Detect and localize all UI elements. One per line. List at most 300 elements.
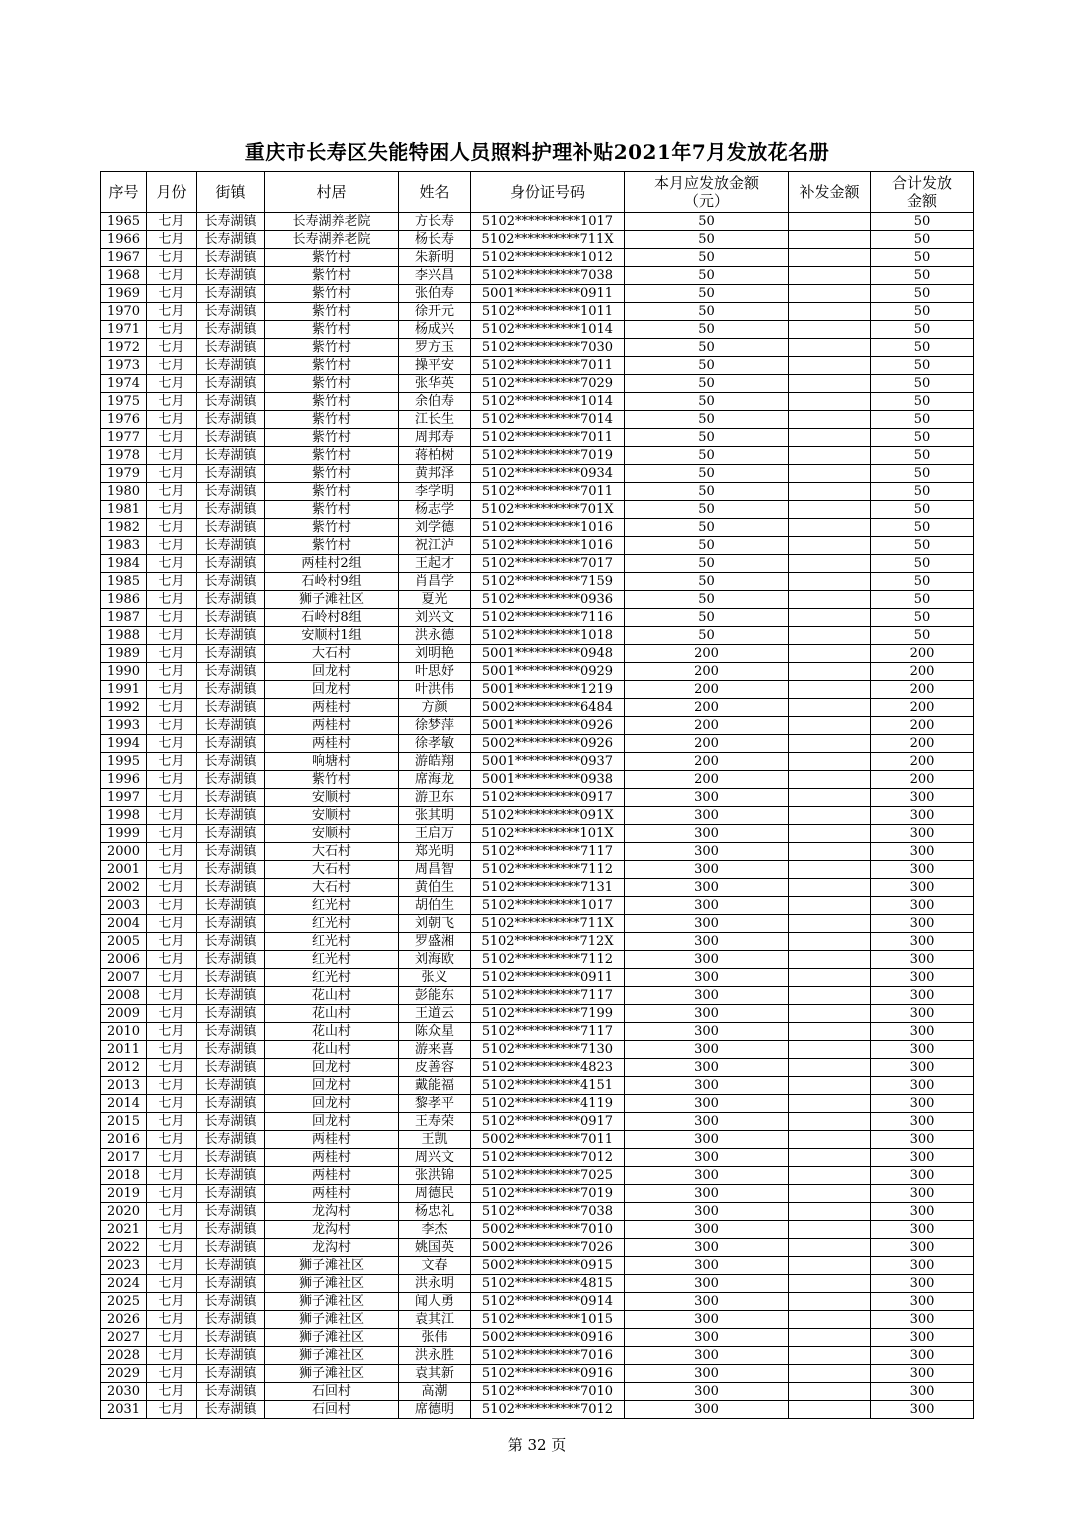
cell-total-amount: 300 [871, 1293, 974, 1311]
cell-name: 朱新明 [399, 249, 471, 267]
cell-monthly-amount: 200 [625, 735, 789, 753]
cell-index: 1976 [101, 411, 147, 429]
cell-month: 七月 [147, 321, 197, 339]
cell-total-amount: 50 [871, 411, 974, 429]
cell-supplement-amount [789, 1023, 871, 1041]
table-row [101, 1149, 974, 1167]
cell-supplement-amount [789, 753, 871, 771]
table-row [101, 573, 974, 591]
cell-index: 1979 [101, 465, 147, 483]
table-row [101, 429, 974, 447]
table-row [101, 915, 974, 933]
cell-id-number: 5102**********4823 [471, 1059, 625, 1077]
cell-month: 七月 [147, 1365, 197, 1383]
cell-village: 狮子滩社区 [265, 1311, 399, 1329]
cell-supplement-amount [789, 501, 871, 519]
cell-total-amount: 300 [871, 915, 974, 933]
cell-id-number: 5102**********1016 [471, 537, 625, 555]
cell-supplement-amount [789, 627, 871, 645]
cell-name: 夏光 [399, 591, 471, 609]
cell-supplement-amount [789, 375, 871, 393]
cell-total-amount: 300 [871, 861, 974, 879]
cell-town: 长寿湖镇 [197, 447, 265, 465]
cell-id-number: 5002**********7010 [471, 1221, 625, 1239]
cell-month: 七月 [147, 537, 197, 555]
cell-town: 长寿湖镇 [197, 1293, 265, 1311]
cell-id-number: 5102**********7011 [471, 357, 625, 375]
cell-total-amount: 300 [871, 933, 974, 951]
cell-monthly-amount: 50 [625, 465, 789, 483]
cell-month: 七月 [147, 1383, 197, 1401]
cell-month: 七月 [147, 393, 197, 411]
cell-total-amount: 50 [871, 609, 974, 627]
cell-monthly-amount: 300 [625, 1221, 789, 1239]
cell-village: 紫竹村 [265, 483, 399, 501]
cell-month: 七月 [147, 663, 197, 681]
cell-supplement-amount [789, 1077, 871, 1095]
cell-total-amount: 200 [871, 771, 974, 789]
cell-monthly-amount: 50 [625, 573, 789, 591]
cell-town: 长寿湖镇 [197, 897, 265, 915]
cell-total-amount: 50 [871, 393, 974, 411]
table-row [101, 1167, 974, 1185]
cell-village: 回龙村 [265, 663, 399, 681]
cell-id-number: 5102**********711X [471, 231, 625, 249]
cell-total-amount: 300 [871, 1023, 974, 1041]
cell-total-amount: 300 [871, 789, 974, 807]
cell-month: 七月 [147, 1401, 197, 1419]
cell-town: 长寿湖镇 [197, 807, 265, 825]
cell-name: 张华英 [399, 375, 471, 393]
table-row [101, 375, 974, 393]
cell-village: 紫竹村 [265, 411, 399, 429]
cell-monthly-amount: 300 [625, 807, 789, 825]
cell-town: 长寿湖镇 [197, 987, 265, 1005]
table-row [101, 1095, 974, 1113]
cell-id-number: 5102**********0914 [471, 1293, 625, 1311]
cell-village: 两桂村 [265, 1149, 399, 1167]
cell-index: 1991 [101, 681, 147, 699]
cell-total-amount: 200 [871, 645, 974, 663]
cell-id-number: 5102**********1014 [471, 321, 625, 339]
cell-village: 龙沟村 [265, 1221, 399, 1239]
cell-monthly-amount: 50 [625, 303, 789, 321]
cell-month: 七月 [147, 807, 197, 825]
cell-village: 紫竹村 [265, 339, 399, 357]
cell-month: 七月 [147, 969, 197, 987]
cell-id-number: 5102**********7117 [471, 1023, 625, 1041]
cell-name: 罗方玉 [399, 339, 471, 357]
cell-monthly-amount: 200 [625, 699, 789, 717]
page-number: 第 32 页 [507, 1436, 567, 1454]
cell-index: 2019 [101, 1185, 147, 1203]
cell-id-number: 5102**********7012 [471, 1149, 625, 1167]
cell-supplement-amount [789, 429, 871, 447]
cell-index: 2008 [101, 987, 147, 1005]
table-row [101, 1239, 974, 1257]
cell-month: 七月 [147, 1095, 197, 1113]
cell-name: 杨忠礼 [399, 1203, 471, 1221]
cell-name: 李学明 [399, 483, 471, 501]
cell-monthly-amount: 300 [625, 1095, 789, 1113]
cell-total-amount: 50 [871, 627, 974, 645]
cell-index: 1965 [101, 213, 147, 231]
table-row [101, 537, 974, 555]
cell-name: 李杰 [399, 1221, 471, 1239]
cell-month: 七月 [147, 843, 197, 861]
cell-monthly-amount: 300 [625, 1167, 789, 1185]
cell-id-number: 5102**********7199 [471, 1005, 625, 1023]
table-row [101, 1041, 974, 1059]
cell-month: 七月 [147, 213, 197, 231]
cell-name: 刘兴文 [399, 609, 471, 627]
cell-id-number: 5102**********7011 [471, 483, 625, 501]
cell-town: 长寿湖镇 [197, 681, 265, 699]
table-row [101, 1131, 974, 1149]
cell-monthly-amount: 300 [625, 1131, 789, 1149]
cell-total-amount: 300 [871, 825, 974, 843]
cell-monthly-amount: 300 [625, 1257, 789, 1275]
table-row [101, 231, 974, 249]
cell-name: 皮善容 [399, 1059, 471, 1077]
cell-index: 1989 [101, 645, 147, 663]
cell-supplement-amount [789, 321, 871, 339]
cell-id-number: 5102**********711X [471, 915, 625, 933]
cell-month: 七月 [147, 1239, 197, 1257]
cell-month: 七月 [147, 879, 197, 897]
cell-village: 回龙村 [265, 681, 399, 699]
cell-monthly-amount: 200 [625, 717, 789, 735]
cell-total-amount: 300 [871, 969, 974, 987]
cell-id-number: 5102**********1011 [471, 303, 625, 321]
cell-supplement-amount [789, 1239, 871, 1257]
cell-town: 长寿湖镇 [197, 249, 265, 267]
cell-monthly-amount: 50 [625, 375, 789, 393]
cell-town: 长寿湖镇 [197, 753, 265, 771]
cell-index: 1978 [101, 447, 147, 465]
cell-monthly-amount: 50 [625, 213, 789, 231]
table-row [101, 1059, 974, 1077]
cell-month: 七月 [147, 861, 197, 879]
cell-town: 长寿湖镇 [197, 267, 265, 285]
cell-town: 长寿湖镇 [197, 1221, 265, 1239]
cell-total-amount: 200 [871, 681, 974, 699]
cell-supplement-amount [789, 735, 871, 753]
table-row [101, 1077, 974, 1095]
cell-index: 1967 [101, 249, 147, 267]
cell-town: 长寿湖镇 [197, 951, 265, 969]
cell-name: 刘学德 [399, 519, 471, 537]
cell-supplement-amount [789, 465, 871, 483]
cell-index: 2004 [101, 915, 147, 933]
cell-supplement-amount [789, 969, 871, 987]
cell-name: 黄伯生 [399, 879, 471, 897]
cell-town: 长寿湖镇 [197, 285, 265, 303]
table-row [101, 501, 974, 519]
cell-total-amount: 50 [871, 537, 974, 555]
cell-id-number: 5102**********7019 [471, 447, 625, 465]
cell-monthly-amount: 50 [625, 285, 789, 303]
cell-id-number: 5102**********101X [471, 825, 625, 843]
cell-total-amount: 300 [871, 1401, 974, 1419]
cell-village: 红光村 [265, 951, 399, 969]
cell-supplement-amount [789, 447, 871, 465]
cell-village: 两桂村 [265, 1185, 399, 1203]
cell-id-number: 5102**********7012 [471, 1401, 625, 1419]
cell-total-amount: 50 [871, 555, 974, 573]
cell-monthly-amount: 300 [625, 969, 789, 987]
cell-town: 长寿湖镇 [197, 1041, 265, 1059]
cell-village: 红光村 [265, 933, 399, 951]
cell-total-amount: 300 [871, 843, 974, 861]
cell-name: 张义 [399, 969, 471, 987]
cell-monthly-amount: 300 [625, 1311, 789, 1329]
cell-monthly-amount: 300 [625, 1185, 789, 1203]
cell-id-number: 5102**********091X [471, 807, 625, 825]
cell-total-amount: 300 [871, 1347, 974, 1365]
cell-index: 1969 [101, 285, 147, 303]
cell-id-number: 5102**********712X [471, 933, 625, 951]
cell-id-number: 5102**********4151 [471, 1077, 625, 1095]
cell-supplement-amount [789, 1293, 871, 1311]
cell-index: 1996 [101, 771, 147, 789]
cell-index: 2007 [101, 969, 147, 987]
cell-monthly-amount: 200 [625, 645, 789, 663]
cell-index: 2021 [101, 1221, 147, 1239]
col-header-month: 月份 [147, 172, 197, 213]
cell-id-number: 5102**********1016 [471, 519, 625, 537]
cell-total-amount: 50 [871, 213, 974, 231]
cell-supplement-amount [789, 1005, 871, 1023]
cell-total-amount: 200 [871, 717, 974, 735]
cell-supplement-amount [789, 1365, 871, 1383]
cell-name: 周昌智 [399, 861, 471, 879]
cell-month: 七月 [147, 591, 197, 609]
cell-monthly-amount: 300 [625, 1005, 789, 1023]
cell-month: 七月 [147, 1275, 197, 1293]
cell-name: 王凯 [399, 1131, 471, 1149]
cell-supplement-amount [789, 897, 871, 915]
cell-total-amount: 300 [871, 1311, 974, 1329]
cell-village: 狮子滩社区 [265, 1293, 399, 1311]
cell-supplement-amount [789, 483, 871, 501]
cell-month: 七月 [147, 717, 197, 735]
cell-name: 黎孝平 [399, 1095, 471, 1113]
cell-village: 回龙村 [265, 1077, 399, 1095]
cell-village: 狮子滩社区 [265, 1257, 399, 1275]
cell-index: 1998 [101, 807, 147, 825]
cell-town: 长寿湖镇 [197, 645, 265, 663]
cell-village: 回龙村 [265, 1113, 399, 1131]
cell-index: 2005 [101, 933, 147, 951]
table-row [101, 717, 974, 735]
cell-monthly-amount: 300 [625, 1383, 789, 1401]
cell-index: 1971 [101, 321, 147, 339]
table-row [101, 249, 974, 267]
cell-village: 两桂村2组 [265, 555, 399, 573]
cell-town: 长寿湖镇 [197, 1365, 265, 1383]
cell-village: 紫竹村 [265, 501, 399, 519]
cell-id-number: 5102**********0917 [471, 1113, 625, 1131]
table-row [101, 483, 974, 501]
cell-total-amount: 50 [871, 339, 974, 357]
table-row [101, 843, 974, 861]
cell-town: 长寿湖镇 [197, 1059, 265, 1077]
cell-monthly-amount: 300 [625, 897, 789, 915]
cell-name: 张伯寿 [399, 285, 471, 303]
cell-id-number: 5102**********1014 [471, 393, 625, 411]
cell-village: 回龙村 [265, 1095, 399, 1113]
cell-month: 七月 [147, 447, 197, 465]
cell-monthly-amount: 50 [625, 267, 789, 285]
cell-village: 狮子滩社区 [265, 1365, 399, 1383]
cell-name: 席海龙 [399, 771, 471, 789]
cell-total-amount: 50 [871, 483, 974, 501]
cell-supplement-amount [789, 573, 871, 591]
cell-supplement-amount [789, 1275, 871, 1293]
cell-monthly-amount: 300 [625, 843, 789, 861]
cell-supplement-amount [789, 303, 871, 321]
cell-village: 响塘村 [265, 753, 399, 771]
cell-monthly-amount: 50 [625, 627, 789, 645]
table-row [101, 357, 974, 375]
cell-name: 王寿荣 [399, 1113, 471, 1131]
cell-town: 长寿湖镇 [197, 915, 265, 933]
cell-supplement-amount [789, 357, 871, 375]
table-row [101, 969, 974, 987]
cell-total-amount: 50 [871, 303, 974, 321]
cell-id-number: 5102**********0936 [471, 591, 625, 609]
table-row [101, 1311, 974, 1329]
cell-monthly-amount: 300 [625, 825, 789, 843]
cell-index: 2017 [101, 1149, 147, 1167]
cell-name: 刘明艳 [399, 645, 471, 663]
cell-index: 1995 [101, 753, 147, 771]
cell-monthly-amount: 200 [625, 663, 789, 681]
cell-village: 红光村 [265, 897, 399, 915]
cell-village: 紫竹村 [265, 429, 399, 447]
cell-id-number: 5102**********7117 [471, 843, 625, 861]
cell-total-amount: 200 [871, 699, 974, 717]
cell-town: 长寿湖镇 [197, 393, 265, 411]
cell-name: 袁其江 [399, 1311, 471, 1329]
cell-name: 洪永德 [399, 627, 471, 645]
cell-index: 1984 [101, 555, 147, 573]
cell-id-number: 5102**********7010 [471, 1383, 625, 1401]
cell-village: 红光村 [265, 969, 399, 987]
cell-monthly-amount: 300 [625, 879, 789, 897]
cell-supplement-amount [789, 1185, 871, 1203]
cell-town: 长寿湖镇 [197, 1311, 265, 1329]
cell-town: 长寿湖镇 [197, 573, 265, 591]
cell-index: 2031 [101, 1401, 147, 1419]
cell-village: 红光村 [265, 915, 399, 933]
cell-total-amount: 300 [871, 1365, 974, 1383]
cell-town: 长寿湖镇 [197, 1347, 265, 1365]
cell-id-number: 5002**********0926 [471, 735, 625, 753]
cell-index: 2012 [101, 1059, 147, 1077]
cell-supplement-amount [789, 807, 871, 825]
cell-monthly-amount: 300 [625, 1239, 789, 1257]
cell-name: 徐孝敏 [399, 735, 471, 753]
cell-supplement-amount [789, 879, 871, 897]
table-row [101, 1005, 974, 1023]
cell-village: 狮子滩社区 [265, 1347, 399, 1365]
cell-monthly-amount: 300 [625, 1113, 789, 1131]
cell-town: 长寿湖镇 [197, 717, 265, 735]
cell-total-amount: 50 [871, 519, 974, 537]
table-row [101, 267, 974, 285]
cell-name: 戴能福 [399, 1077, 471, 1095]
cell-monthly-amount: 50 [625, 555, 789, 573]
cell-name: 刘海欧 [399, 951, 471, 969]
table-row [101, 303, 974, 321]
cell-village: 长寿湖养老院 [265, 231, 399, 249]
cell-town: 长寿湖镇 [197, 339, 265, 357]
cell-index: 2002 [101, 879, 147, 897]
cell-index: 2023 [101, 1257, 147, 1275]
cell-month: 七月 [147, 1347, 197, 1365]
cell-month: 七月 [147, 1113, 197, 1131]
cell-index: 1987 [101, 609, 147, 627]
cell-index: 1982 [101, 519, 147, 537]
cell-town: 长寿湖镇 [197, 429, 265, 447]
cell-id-number: 5001**********0911 [471, 285, 625, 303]
cell-index: 2011 [101, 1041, 147, 1059]
cell-index: 2030 [101, 1383, 147, 1401]
cell-month: 七月 [147, 1293, 197, 1311]
table-row [101, 1329, 974, 1347]
cell-monthly-amount: 300 [625, 1365, 789, 1383]
cell-index: 1999 [101, 825, 147, 843]
table-row [101, 861, 974, 879]
cell-index: 2027 [101, 1329, 147, 1347]
cell-village: 紫竹村 [265, 393, 399, 411]
cell-village: 紫竹村 [265, 447, 399, 465]
cell-town: 长寿湖镇 [197, 465, 265, 483]
cell-town: 长寿湖镇 [197, 1275, 265, 1293]
cell-supplement-amount [789, 915, 871, 933]
table-body [101, 213, 974, 1419]
cell-town: 长寿湖镇 [197, 1149, 265, 1167]
cell-monthly-amount: 300 [625, 915, 789, 933]
cell-name: 余伯寿 [399, 393, 471, 411]
cell-id-number: 5102**********4815 [471, 1275, 625, 1293]
cell-name: 周德民 [399, 1185, 471, 1203]
cell-village: 石回村 [265, 1401, 399, 1419]
col-header-village: 村居 [265, 172, 399, 213]
cell-month: 七月 [147, 771, 197, 789]
cell-id-number: 5102**********0934 [471, 465, 625, 483]
cell-month: 七月 [147, 1311, 197, 1329]
cell-village: 狮子滩社区 [265, 591, 399, 609]
cell-name: 杨成兴 [399, 321, 471, 339]
table-row [101, 807, 974, 825]
cell-supplement-amount [789, 771, 871, 789]
table-row [101, 393, 974, 411]
cell-name: 张洪锦 [399, 1167, 471, 1185]
cell-index: 1990 [101, 663, 147, 681]
cell-village: 紫竹村 [265, 267, 399, 285]
cell-total-amount: 50 [871, 321, 974, 339]
cell-index: 2015 [101, 1113, 147, 1131]
cell-total-amount: 50 [871, 447, 974, 465]
cell-town: 长寿湖镇 [197, 213, 265, 231]
cell-name: 蒋柏树 [399, 447, 471, 465]
cell-town: 长寿湖镇 [197, 1131, 265, 1149]
cell-supplement-amount [789, 285, 871, 303]
cell-index: 2022 [101, 1239, 147, 1257]
